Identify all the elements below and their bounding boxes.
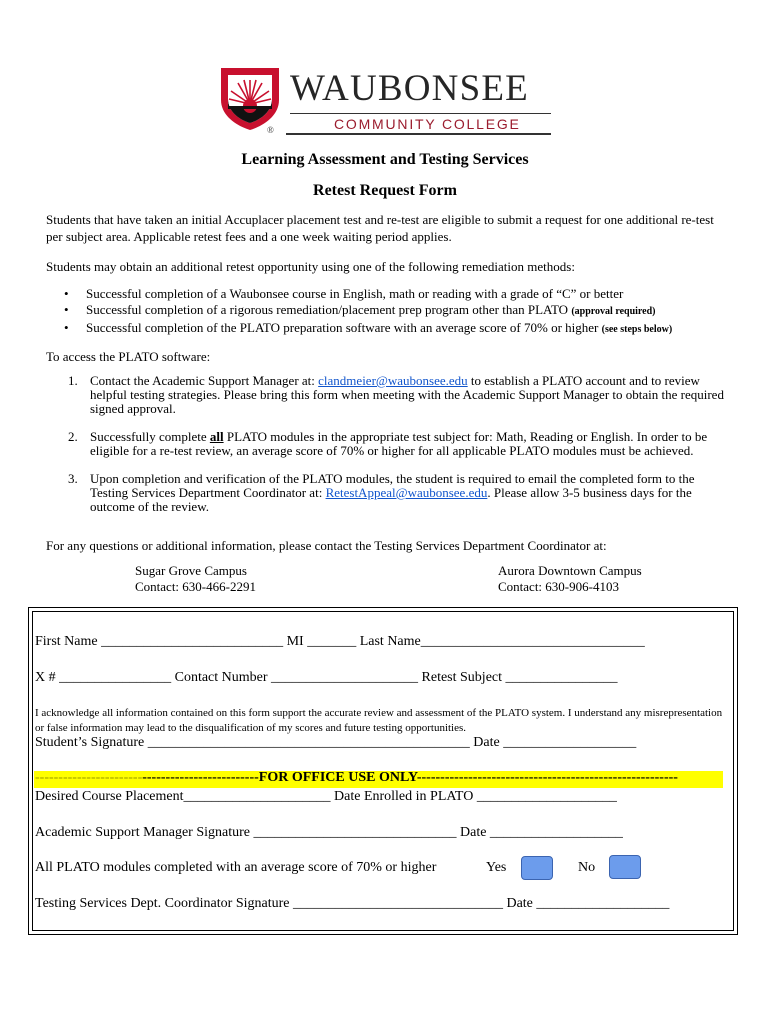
office-use-only-banner: ------------------------------------------------FOR OFFICE USE ONLY-------------------------------------------------------- — [35, 770, 678, 785]
list-item: • Successful completion of the PLATO preparation software with an average score of 70% or higher (see steps below) — [48, 320, 738, 338]
campus-phone: Contact: 630-466-2291 — [135, 579, 256, 594]
campus-phone: Contact: 630-906-4103 — [498, 579, 619, 594]
academic-support-email-link[interactable]: clandmeier@waubonsee.edu — [318, 373, 468, 388]
logo-divider — [290, 113, 551, 114]
department-heading: Learning Assessment and Testing Services — [241, 151, 529, 168]
campus-name: Sugar Grove Campus — [135, 563, 247, 578]
contact-intro: For any questions or additional information, please contact the Testing Services Department Coordinator at: — [46, 538, 607, 553]
intro-paragraph: Students that have taken an initial Accuplacer placement test and re-test are eligible to submit a request for one additional re-test per subject area. Applicable retest fees and a one week waiting period applies. — [46, 212, 714, 244]
plato-steps-list — [46, 374, 726, 528]
college-logo-shield-icon — [219, 66, 281, 132]
list-item: • Successful completion of a Waubonsee course in English, math or reading with a grade of “C” or better — [48, 286, 738, 302]
sugar-grove-contact — [135, 563, 256, 595]
name-fields-row[interactable]: First Name __________________________ MI _______ Last Name________________________________ — [35, 634, 645, 649]
placement-row[interactable]: Desired Course Placement_____________________ Date Enrolled in PLATO ____________________ — [35, 789, 617, 804]
step-item: 3. Upon completion and verification of the PLATO modules, the student is required to email the completed form to the Testing Services Department Coordinator at: RetestAppeal@waubonsee.edu. Please allow 3-5 business days for the outcome of the review. — [68, 471, 695, 514]
plato-completed-question: All PLATO modules completed with an average score of 70% or higher — [35, 860, 437, 875]
no-label: No — [578, 860, 596, 875]
retest-appeal-email-link[interactable]: RetestAppeal@waubonsee.edu — [325, 485, 488, 500]
office-use-label: FOR OFFICE USE ONLY — [258, 770, 417, 785]
logo-wordmark: WAUBONSEE — [290, 68, 529, 109]
steps-note: (see steps below) — [601, 324, 673, 335]
remediation-intro: Students may obtain an additional retest opportunity using one of the following remediation methods: — [46, 259, 575, 274]
yes-checkbox[interactable] — [521, 856, 553, 880]
coordinator-signature-row[interactable]: Testing Services Dept. Coordinator Signature ______________________________ Date ___________________ — [35, 896, 670, 911]
list-item: • Successful completion of a rigorous remediation/placement prep program other than PLATO (approval required) — [48, 302, 738, 320]
contact-fields-row[interactable]: X # ________________ Contact Number _____________________ Retest Subject ________________ — [35, 670, 618, 685]
logo-underline — [286, 133, 551, 135]
asm-signature-row[interactable]: Academic Support Manager Signature _____________________________ Date ___________________ — [35, 825, 623, 840]
acknowledgement-text: I acknowledge all information contained on this form support the accurate review and assessment of the PLATO system. I understand any misrepresentation or false information may lead to the disqualification of my scores and future testing opportunities. — [35, 707, 723, 734]
student-signature-row[interactable]: Student’s Signature ______________________________________________ Date ___________________ — [35, 735, 637, 750]
registered-mark: ® — [267, 125, 274, 135]
step-item: 2. Successfully complete all PLATO modules in the appropriate test subject for: Math, Reading or English. In order to be eligible for a re-test review, an average score of 70% or higher for all applicable PLATO modules must be achieved. — [68, 429, 708, 458]
logo-subtitle: COMMUNITY COLLEGE — [334, 116, 521, 132]
step-item: 1. Contact the Academic Support Manager at: clandmeier@waubonsee.edu to establish a PLATO account and to review helpful testing strategies. Please bring this form when meeting with the Academic Support Manager to obtain the required signed approval. — [68, 373, 724, 416]
approval-note: (approval required) — [571, 306, 656, 317]
form-title: Retest Request Form — [313, 182, 457, 199]
yes-label: Yes — [486, 860, 507, 875]
campus-name: Aurora Downtown Campus — [498, 563, 642, 578]
plato-access-heading: To access the PLATO software: — [46, 349, 211, 364]
aurora-contact — [498, 563, 642, 595]
no-checkbox[interactable] — [609, 855, 641, 879]
remediation-methods-list — [48, 286, 738, 338]
